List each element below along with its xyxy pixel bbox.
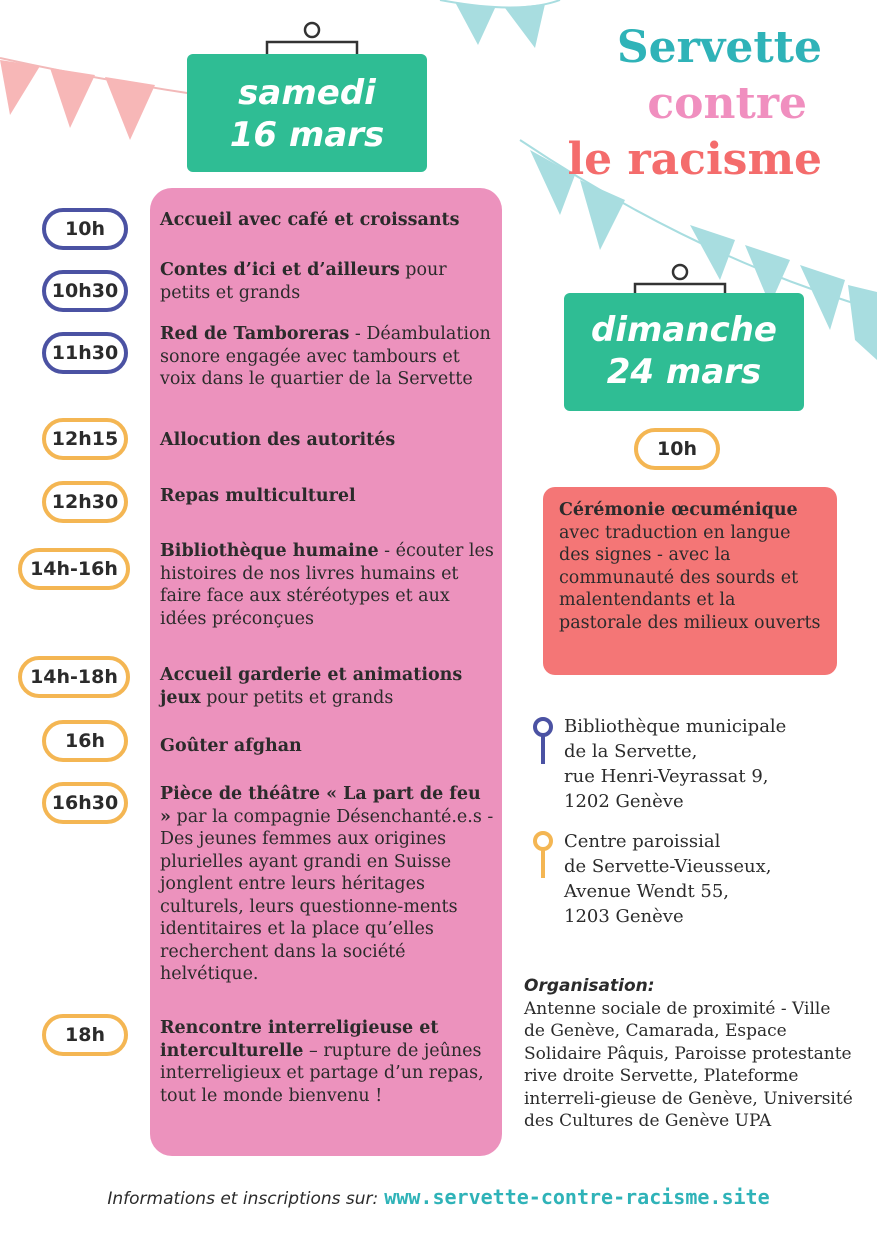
poster-title <box>567 20 822 188</box>
event-description: pour petits et grands <box>160 260 447 303</box>
title-line-2: contre <box>647 78 807 129</box>
organisation-text: Antenne sociale de proximité - Ville de Genève, Camarada, Espace Solidaire Pâquis, Paroisse protestante rive droite Servette, Plateforme interreli-gieuse de Genève, Université des Cultures de Genève UPA <box>524 998 853 1131</box>
day-card-saturday <box>187 54 427 172</box>
event-item <box>160 664 495 709</box>
location-line: 1203 Genève <box>564 906 684 927</box>
event-title: Allocution des autorités <box>160 430 396 450</box>
day1-weekday: samedi <box>238 73 376 113</box>
ceremony-box <box>543 487 837 675</box>
organisation-block <box>524 975 854 1133</box>
event-item <box>160 485 495 508</box>
organisation-heading: Organisation: <box>524 976 655 996</box>
ceremony-description: avec traduction en langue des signes - avec la communauté des sourds et malentendants et la pastorale des milieux ouverts <box>559 522 821 633</box>
day2-date: 24 mars <box>606 352 762 392</box>
location-line: Centre paroissial <box>564 831 721 852</box>
location-line: de la Servette, <box>564 741 698 762</box>
event-description: pour petits et grands <box>200 687 394 708</box>
event-item <box>160 429 495 452</box>
event-item <box>160 323 495 391</box>
footer <box>0 1185 877 1209</box>
event-item <box>160 735 495 758</box>
event-item <box>160 259 495 304</box>
location-1 <box>564 714 786 814</box>
event-title: Red de Tamboreras <box>160 324 350 344</box>
location-line: de Servette-Vieusseux, <box>564 856 772 877</box>
event-item <box>160 209 495 232</box>
day2-weekday: dimanche <box>591 310 777 350</box>
time-pill: 18h <box>42 1014 128 1056</box>
event-description: - écouter les histoires de nos livres humains et faire face aux stéréotypes et aux idées préconçues <box>160 541 494 629</box>
event-item <box>160 1017 495 1107</box>
title-line-3: le racisme <box>567 134 822 185</box>
day1-date: 16 mars <box>229 115 385 155</box>
event-item <box>160 540 495 630</box>
day-card-sunday <box>564 293 804 411</box>
event-title: Pièce de théâtre « La part de feu » <box>160 784 481 827</box>
time-pill: 11h30 <box>42 332 128 374</box>
time-pill: 12h30 <box>42 481 128 523</box>
location-line: Avenue Wendt 55, <box>564 881 730 902</box>
time-pill: 10h <box>42 208 128 250</box>
event-title: Repas multiculturel <box>160 486 356 506</box>
event-title: Goûter afghan <box>160 736 302 756</box>
location-line: Bibliothèque municipale <box>564 716 787 737</box>
footer-label: Informations et inscriptions sur: <box>107 1189 379 1209</box>
location-2 <box>564 829 771 929</box>
time-pill: 16h30 <box>42 782 128 824</box>
event-description: par la compagnie Désenchanté.e.s - Des jeunes femmes aux origines plurielles ayant grandi en Suisse jonglent entre leurs héritages culturels, leurs questionne-ments identitaires et la place qu’elles recherchent dans la société helvétique. <box>160 806 494 984</box>
title-line-1: Servette <box>616 22 822 73</box>
location-line: 1202 Genève <box>564 791 684 812</box>
location-line: rue Henri-Veyrassat 9, <box>564 766 769 787</box>
location-pin-icon <box>530 830 556 880</box>
time-pill: 12h15 <box>42 418 128 460</box>
event-title: Contes d’ici et d’ailleurs <box>160 260 400 280</box>
event-description: – rupture de jeûnes interreligieux et partage d’un repas, tout le monde bienvenu ! <box>160 1040 484 1106</box>
time-pill: 10h30 <box>42 270 128 312</box>
website-link[interactable]: www.servette-contre-racisme.site <box>384 1185 770 1209</box>
event-title: Accueil garderie et animations jeux <box>160 665 463 708</box>
time-pill: 14h-18h <box>18 656 130 698</box>
time-pill: 16h <box>42 720 128 762</box>
event-title: Accueil avec café et croissants <box>160 210 460 230</box>
event-item <box>160 783 495 986</box>
ceremony-title: Cérémonie œcuménique <box>559 500 798 520</box>
event-title: Bibliothèque humaine <box>160 541 379 561</box>
location-pin-icon <box>530 716 556 766</box>
event-title: Rencontre interreligieuse et interculturelle <box>160 1018 439 1061</box>
time-pill: 14h-16h <box>18 548 130 590</box>
time-pill: 10h <box>634 428 720 470</box>
event-description: - Déambulation sonore engagée avec tambours et voix dans le quartier de la Servette <box>160 324 491 389</box>
